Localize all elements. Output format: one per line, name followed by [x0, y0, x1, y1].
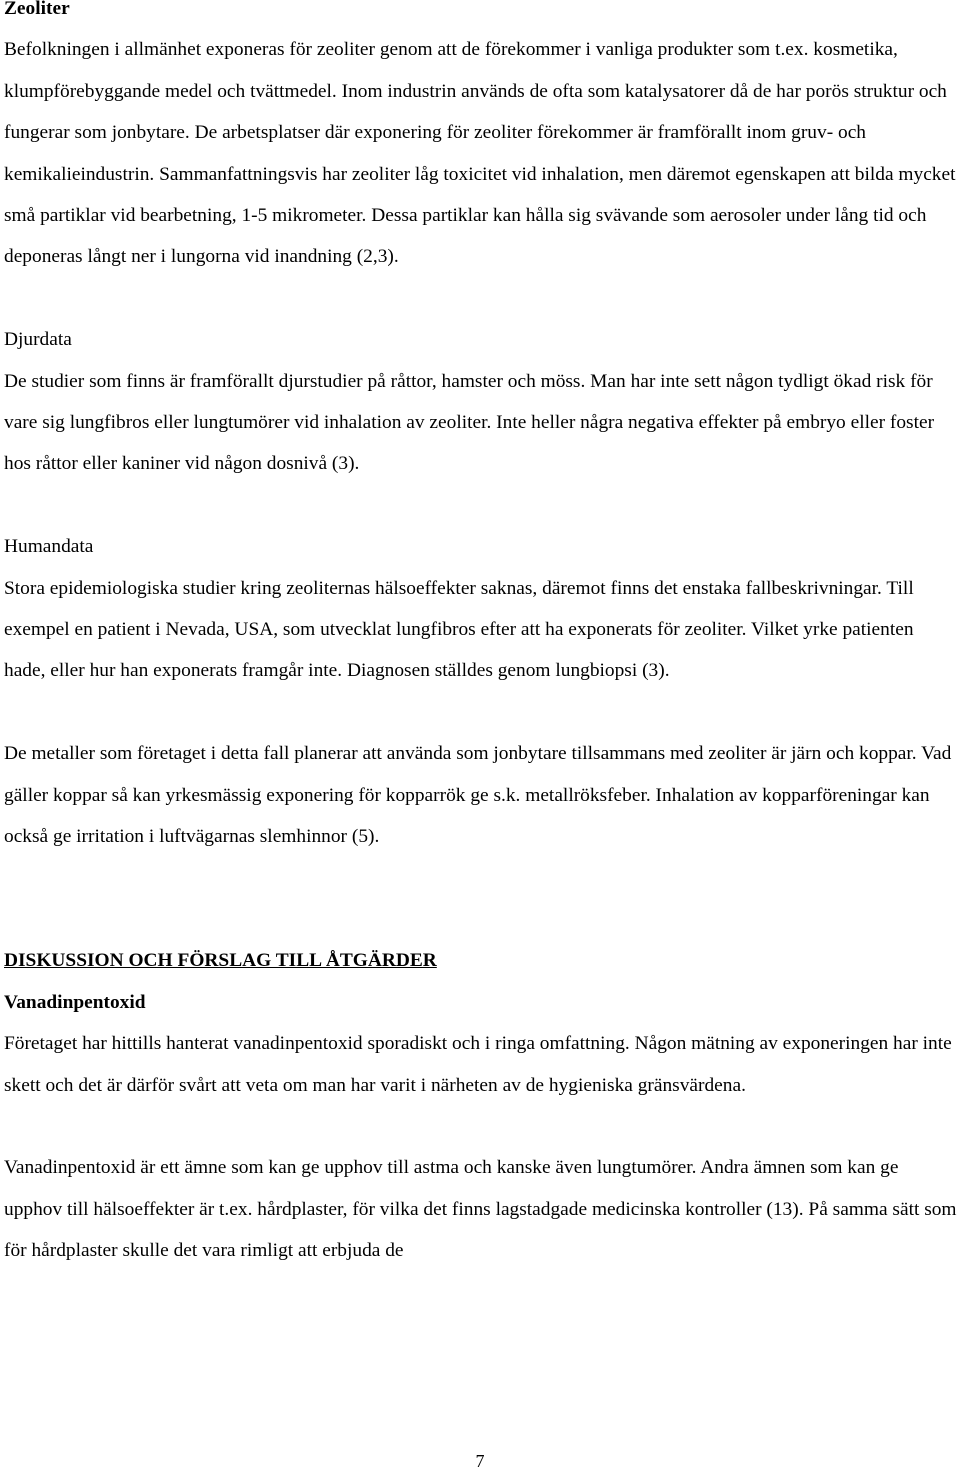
section-heading-humandata: Humandata [4, 536, 94, 558]
paragraph-vanadinpentoxid-1: Företaget har hittills hanterat vanadinpentoxid sporadiskt och i ringa omfattning. Någon mätning av exponeringen har inte skett och det är därför svårt att veta om man har varit i närheten av de hygieniska gränsvärdena. [4, 1033, 952, 1096]
paragraph-zeoliter: Befolkningen i allmänhet exponeras för zeoliter genom att de förekommer i vanliga produkter som t.ex. kosmetika, klumpförebyggande medel och tvättmedel. Inom industrin används de ofta som katalysatorer då de har porös struktur och fungerar som jonbytare. De arbetsplatser där exponering för zeoliter förekommer är framförallt inom gruv- och kemikalieindustrin. Sammanfattningsvis har zeoliter låg toxicitet vid inhalation, men däremot egenskapen att bilda mycket små partiklar vid bearbetning, 1-5 mikrometer. Dessa partiklar kan hålla sig svävande som aerosoler under lång tid och deponeras långt ner i lungorna vid inandning (2,3). [4, 39, 956, 268]
paragraph-humandata: Stora epidemiologiska studier kring zeoliternas hälsoeffekter saknas, däremot finns det enstaka fallbeskrivningar. Till exempel en patient i Nevada, USA, som utvecklat lungfibros efter att ha exponerats för zeoliter. Vilket yrke patienten hade, eller hur han exponerats framgår inte. Diagnosen ställdes genom lungbiopsi (3). [4, 577, 914, 682]
paragraph-djurdata: De studier som finns är framförallt djurstudier på råttor, hamster och möss. Man har inte sett någon tydligt ökad risk för vare sig lungfibros eller lungtumörer vid inhalation av zeoliter. Inte heller några negativa effekter på embryo eller foster hos råttor eller kaniner vid någon dosnivå (3). [4, 370, 935, 475]
section-heading-zeoliter: Zeoliter [4, 0, 70, 19]
section-heading-djurdata: Djurdata [4, 329, 72, 351]
section-heading-diskussion: DISKUSSION OCH FÖRSLAG TILL ÅTGÄRDER [4, 950, 437, 972]
spacer [4, 485, 958, 526]
paragraph-metaller: De metaller som företaget i detta fall planerar att använda som jonbytare tillsammans med zeoliter är järn och koppar. Vad gäller koppar så kan yrkesmässig exponering för kopparrök ge s.k. metallröksfeber. Inhalation av kopparföreningar kan också ge irritation i luftvägarnas slemhinnor (5). [4, 743, 952, 848]
spacer [4, 278, 958, 319]
page-number: 7 [475, 1451, 485, 1471]
spacer [4, 857, 958, 940]
subsection-heading-vanadinpentoxid: Vanadinpentoxid [4, 991, 146, 1013]
spacer [4, 1106, 958, 1147]
spacer [4, 692, 958, 733]
document-page [4, 0, 958, 1272]
paragraph-vanadinpentoxid-2: Vanadinpentoxid är ett ämne som kan ge upphov till astma och kanske även lungtumörer. Andra ämnen som kan ge upphov till hälsoeffekter är t.ex. hårdplaster, för vilka det finns lagstadgade medicinska kontroller (13). På samma sätt som för hårdplaster skulle det vara rimligt att erbjuda de [4, 1157, 957, 1262]
